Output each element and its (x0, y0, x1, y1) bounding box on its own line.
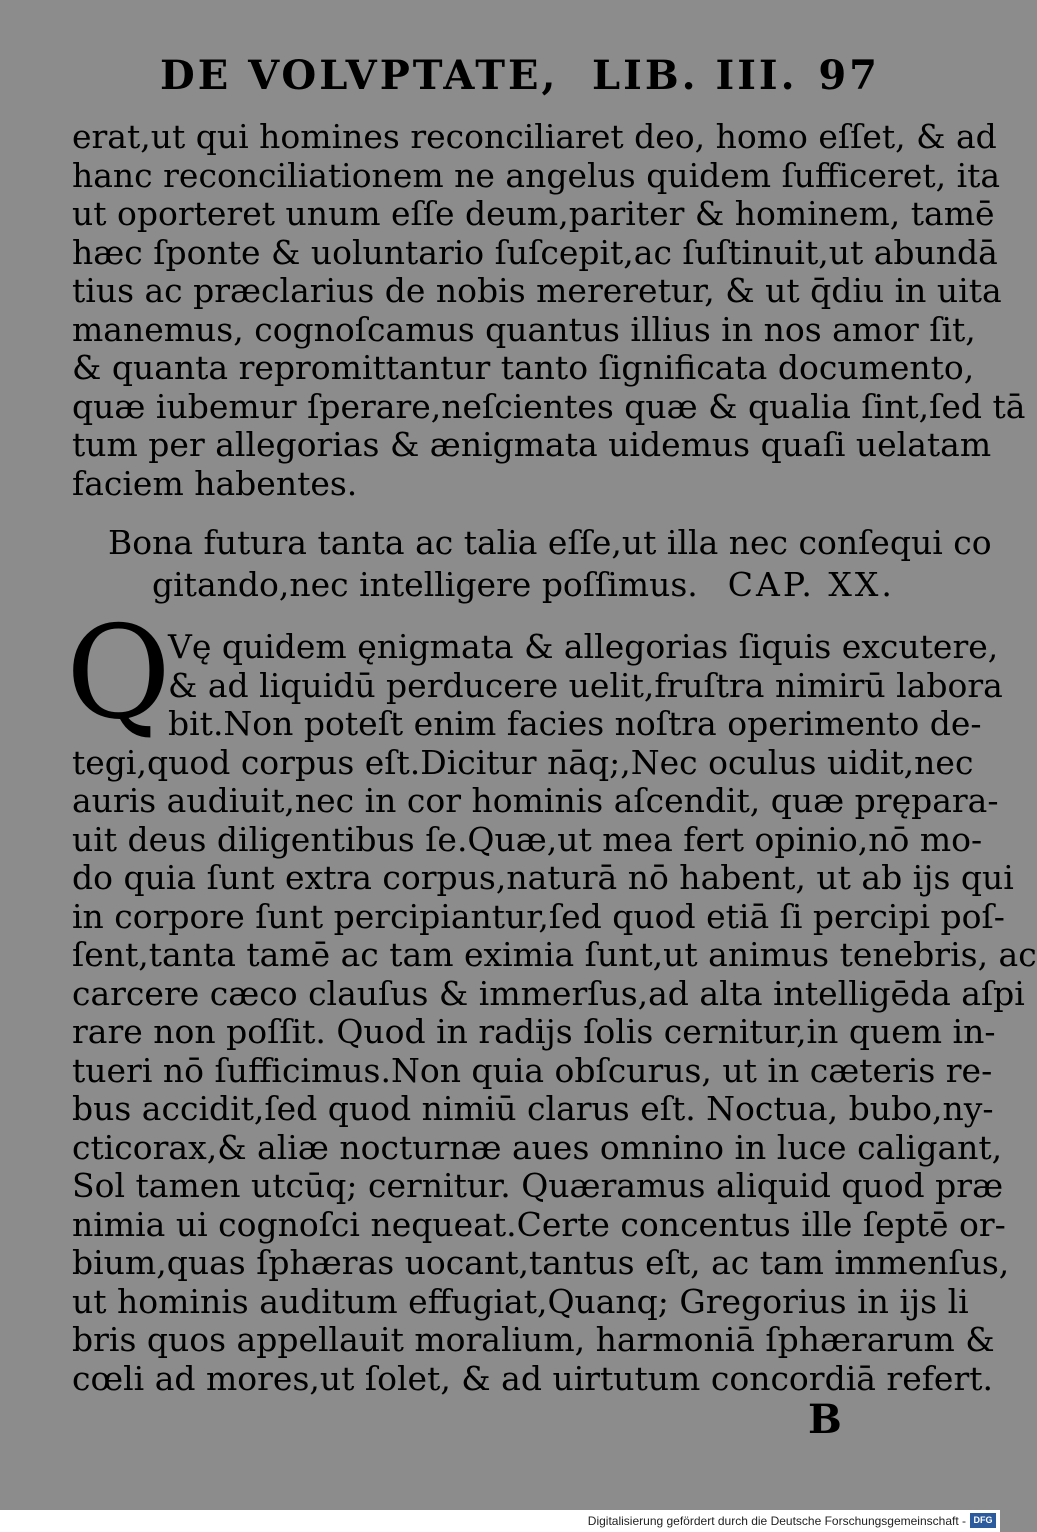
text-line: ſent,tanta tamē ac tam eximia ſunt,ut animus tenebris, ac (72, 935, 1037, 974)
folio-number: 97 (818, 52, 880, 99)
text-line: cœli ad mores,ut ſolet, & ad uirtutum concordiā refert. (72, 1358, 993, 1398)
text-line: do quia ſunt extra corpus,naturā nō habent, ut ab ijs qui (72, 858, 1014, 897)
paragraph-2 (72, 627, 1037, 1398)
text-line: bium,quas ſphæras uocant,tantus eſt, ac tam immenſus, (72, 1243, 1010, 1282)
running-head-book: LIB. III. (592, 52, 798, 99)
text-line: rare non poſſit. Quod in radijs ſolis cernitur,in quem in- (72, 1012, 996, 1051)
text-line: faciem habentes. (72, 463, 358, 503)
running-head-title: DE VOLVPTATE, (160, 52, 559, 99)
text-line: Vę quidem ęnigmata & allegorias ſiquis excutere, (168, 627, 999, 666)
chapter-number: CAP. XX. (727, 565, 895, 604)
text-line: tius ac præclarius de nobis mereretur, & ut q̄diu in uita (72, 271, 1002, 310)
text-line: nimia ui cognoſci nequeat.Certe concentus ille ſeptē or- (72, 1204, 1006, 1244)
chapter-heading (108, 522, 992, 606)
text-line: ut oporteret unum eſſe deum,pariter & hominem, tamē (72, 194, 995, 233)
chapter-heading-line-1: Bona futura tanta ac talia eſſe,ut illa nec conſequi co (108, 523, 992, 562)
text-line: Sol tamen utcūq; cernitur. Quæramus aliquid quod præ (72, 1166, 1004, 1205)
text-line: erat,ut qui homines reconciliaret deo, homo eſſet, & ad (72, 117, 997, 156)
text-line: & ad liquidū perducere uelit,fruſtra nimirū labora (168, 665, 1003, 705)
chapter-heading-line-2 (108, 564, 898, 606)
text-line: hæc ſponte & uoluntario ſuſcepit,ac ſuſtinuit,ut abundā (72, 232, 998, 272)
text-line: hanc reconciliationem ne angelus quidem ſufficeret, ita (72, 155, 1001, 195)
text-line: cticorax,& aliæ nocturnæ aues omnino in luce caligant, (72, 1127, 1003, 1167)
dfg-logo-icon: DFG (970, 1513, 996, 1528)
text-line: tum per allegorias & ænigmata uidemus quaſi uelatam (72, 425, 992, 464)
text-line: quæ iubemur ſperare,neſcientes quæ & qualia ſint,ſed tā (72, 386, 1026, 426)
text-line: bris quos appellauit moralium, harmoniā ſphærarum & (72, 1320, 995, 1359)
signature-mark: B (808, 1396, 842, 1443)
text-line: uit deus diligentibus ſe.Quæ,ut mea fert opinio,nō mo- (72, 819, 983, 859)
footer-credit-text: Digitalisierung gefördert durch die Deutsche Forschungsgemeinschaft - (587, 1514, 966, 1528)
drop-cap-initial: Q (66, 599, 171, 748)
paragraph-1 (72, 117, 1026, 503)
text-line: bus accidit,ſed quod nimiū clarus eſt. Noctua, bubo,ny- (72, 1089, 994, 1128)
text-line: manemus, cognoſcamus quantus illius in nos amor ſit, (72, 309, 976, 349)
text-line: tueri nō ſufficimus.Non quia obſcurus, ut in cæteris re- (72, 1050, 993, 1090)
text-line: & quanta repromittantur tanto ſignificata documento, (72, 348, 975, 387)
text-line: in corpore ſunt percipiantur,ſed quod etiā ſi percipi poſ- (72, 896, 1005, 936)
text-line: bit.Non poteſt enim facies noſtra operimento de- (168, 704, 982, 743)
text-line: carcere cæco clauſus & immerſus,ad alta intelligēda aſpi (72, 973, 1025, 1013)
text-line: auris audiuit,nec in cor hominis aſcendit, quæ prępara- (72, 781, 999, 820)
text-line: ut hominis auditum effugiat,Quanq; Gregorius in ijs li (72, 1281, 969, 1321)
digitization-footer (0, 1510, 1000, 1532)
running-head (160, 52, 880, 100)
chapter-heading-line-2-text: gitando,nec intelligere poſſimus. (152, 565, 698, 604)
text-line: tegi,quod corpus eſt.Dicitur nāq;,Nec oculus uidit,nec (72, 742, 974, 782)
